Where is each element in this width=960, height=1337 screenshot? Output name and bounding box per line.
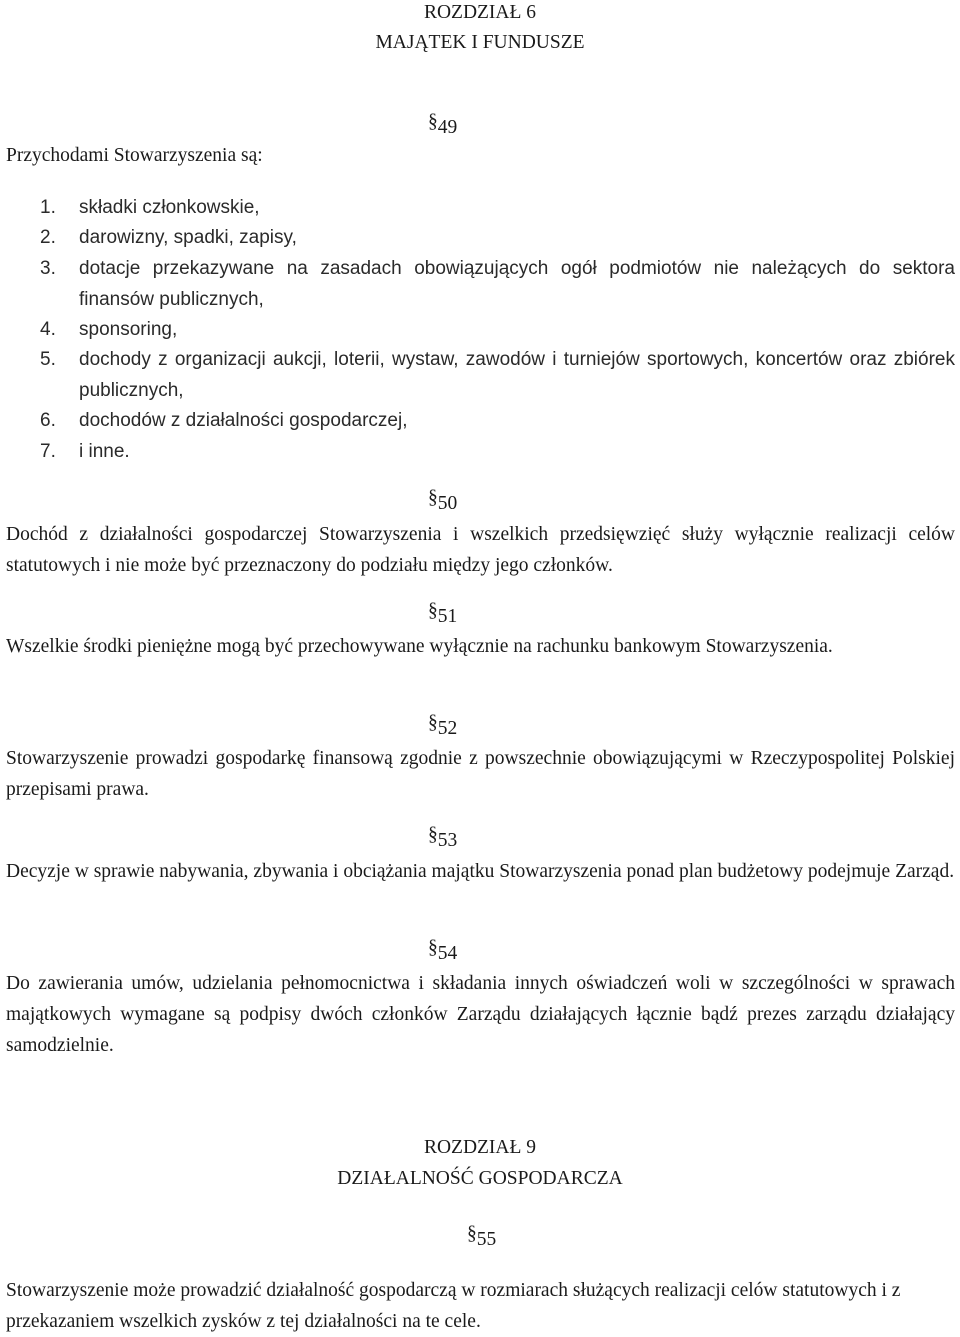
list-item: 1. składki członkowskie, xyxy=(40,197,260,218)
section-49-intro: Przychodami Stowarzyszenia są: xyxy=(6,145,263,166)
list-item: 6. dochodów z działalności gospodarczej, xyxy=(40,410,408,431)
section-sign: § xyxy=(428,600,438,621)
list-item: 2. darowizny, spadki, zapisy, xyxy=(40,227,297,248)
section-sign: § xyxy=(428,937,438,958)
list-item: 4. sponsoring, xyxy=(40,319,178,340)
section-53-text: Decyzje w sprawie nabywania, zbywania i obciążania majątku Stowarzyszenia ponad plan budżetowy podejmuje Zarząd. xyxy=(6,861,955,882)
section-55-text: Stowarzyszenie może prowadzić działalność gospodarczą w rozmiarach służących realizacji celów statutowych i z przekazaniem wszelkich zysków z tej działalności na te cele. xyxy=(6,1280,901,1332)
chapter-title: DZIAŁALNOŚĆ GOSPODARCZA xyxy=(337,1168,623,1189)
section-number-52: §52 xyxy=(428,713,457,744)
section-54-text: Do zawierania umów, udzielania pełnomocnictwa i składania innych oświadczeń woli w szczególności w sprawach majątkowych wymagane są podpisy dwóch członków Zarządu działających łącznie bądź prezes zarządu działający samodzielnie. xyxy=(6,973,955,1056)
section-sign: § xyxy=(428,111,438,132)
section-number-54: §54 xyxy=(428,938,457,969)
section-sign: § xyxy=(428,487,438,508)
section-number-51: §51 xyxy=(428,601,457,632)
section-sign: § xyxy=(428,712,438,733)
section-sign: § xyxy=(467,1223,477,1244)
section-sign: § xyxy=(428,824,438,845)
section-number-50: §50 xyxy=(428,488,457,519)
section-number-49: §49 xyxy=(428,112,457,143)
list-item: 3. dotacje przekazywane na zasadach obowiązujących ogół podmiotów nie należących do sektora finansów publicznych, xyxy=(40,258,955,310)
section-number-53: §53 xyxy=(428,825,457,856)
chapter-title: MAJĄTEK I FUNDUSZE xyxy=(375,32,585,53)
chapter-heading: ROZDZIAŁ 9 xyxy=(423,1137,537,1158)
list-item: 7. i inne. xyxy=(40,441,130,462)
chapter-heading: ROZDZIAŁ 6 xyxy=(423,2,537,23)
section-number-55: §55 xyxy=(467,1224,496,1255)
section-52-text: Stowarzyszenie prowadzi gospodarkę finansową zgodnie z powszechnie obowiązującymi w Rzeczypospolitej Polskiej przepisami prawa. xyxy=(6,748,955,800)
list-item: 5. dochody z organizacji aukcji, loterii, wystaw, zawodów i turniejów sportowych, koncertów oraz zbiórek publicznych, xyxy=(40,349,955,401)
section-51-text: Wszelkie środki pieniężne mogą być przechowywane wyłącznie na rachunku bankowym Stowarzyszenia. xyxy=(6,636,833,657)
section-50-text: Dochód z działalności gospodarczej Stowarzyszenia i wszelkich przedsięwzięć służy wyłącznie realizacji celów statutowych i nie może być przeznaczony do podziału między jego członków. xyxy=(6,524,955,576)
